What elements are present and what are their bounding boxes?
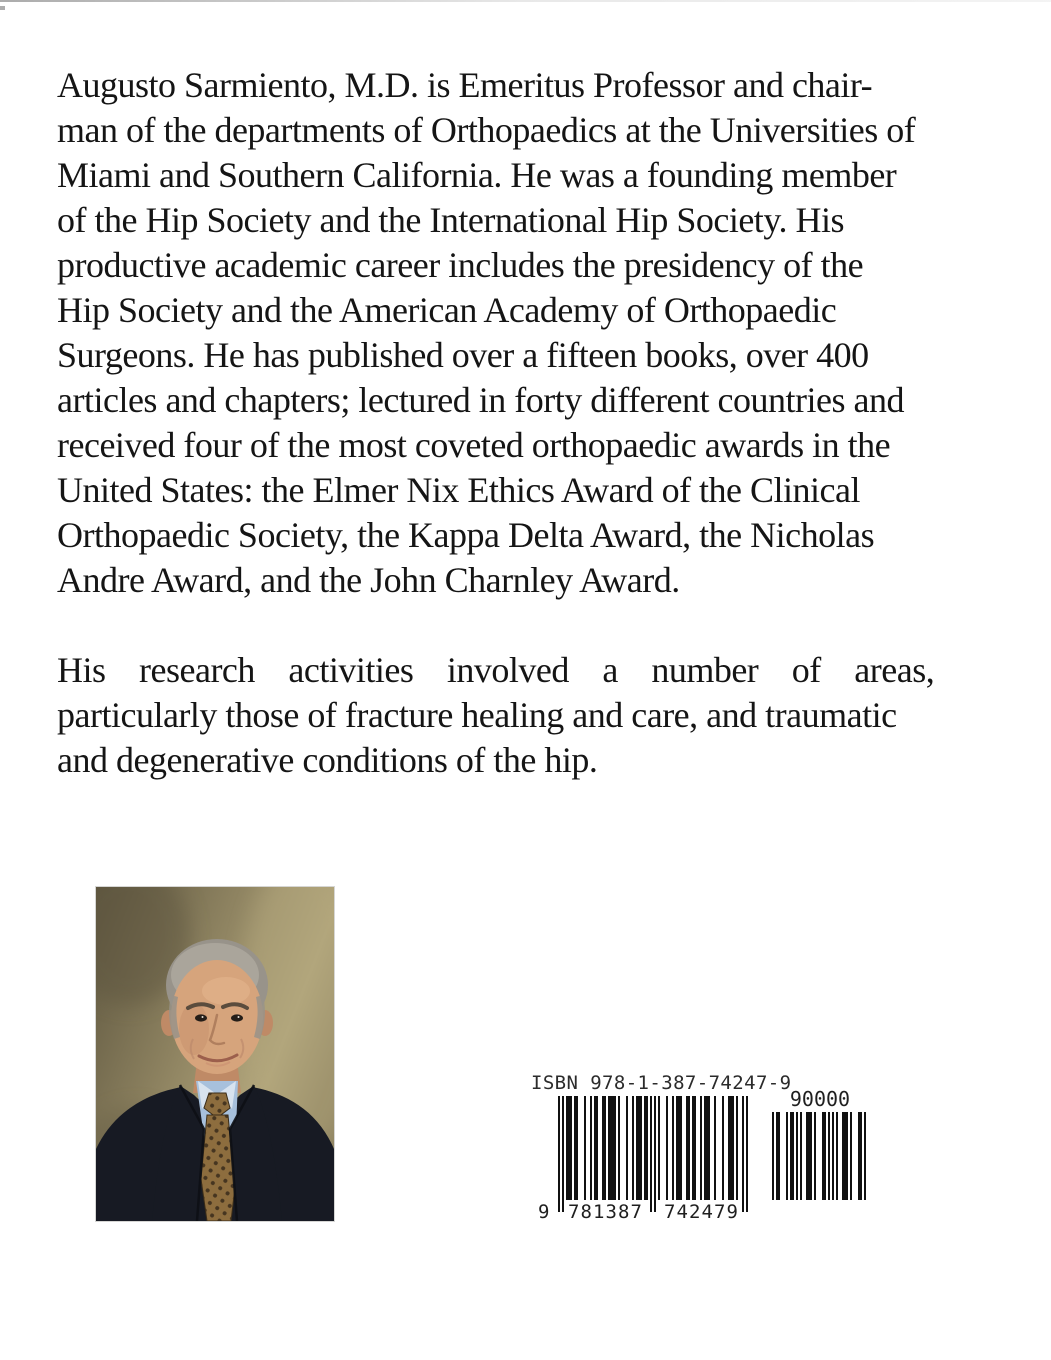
barcode-bar — [706, 1096, 708, 1200]
text-line: United States: the Elmer Nix Ethics Award of the Clinical — [57, 470, 861, 510]
ean5-addon-barcode — [770, 1090, 866, 1202]
barcode-bar — [864, 1112, 866, 1200]
barcode-bar — [644, 1096, 646, 1200]
text-line: Miami and Southern California. He was a founding member — [57, 155, 897, 195]
scan-speck-artifact — [0, 6, 5, 10]
barcode-bar — [596, 1096, 598, 1200]
eye-left — [195, 1014, 207, 1021]
barcode-bar — [814, 1112, 816, 1200]
barcode-bar — [730, 1096, 732, 1200]
barcode-bar — [732, 1096, 734, 1200]
barcode-bar — [636, 1096, 638, 1200]
biography-paragraph-2 — [57, 648, 997, 783]
barcode-bar — [614, 1096, 616, 1200]
text-line: particularly those of fracture healing and care, and traumatic — [57, 695, 897, 735]
barcode-bar — [700, 1096, 702, 1200]
barcode-bar — [570, 1096, 572, 1200]
eye-right — [231, 1014, 243, 1021]
ean13-left-digits: 781387 — [568, 1201, 642, 1222]
text-line: man of the departments of Orthopaedics at the Universities of — [57, 110, 916, 150]
barcode-bar — [728, 1096, 730, 1200]
barcode-bar — [842, 1112, 844, 1200]
barcode-bar — [778, 1112, 780, 1200]
barcode-bar — [562, 1096, 564, 1212]
barcode-bar — [686, 1096, 688, 1200]
barcode-bar — [612, 1096, 614, 1200]
barcode-bar — [742, 1096, 744, 1212]
barcode-bar — [800, 1112, 802, 1200]
barcode-bar — [632, 1096, 634, 1200]
barcode-bar — [722, 1096, 724, 1200]
barcode-bar — [584, 1096, 586, 1200]
ean13-barcode — [538, 1096, 748, 1222]
barcode-bar — [832, 1112, 834, 1200]
ean13-right-digits: 742479 — [664, 1201, 738, 1222]
text-line: productive academic career includes the presidency of the — [57, 245, 864, 285]
ean13-bars — [558, 1096, 748, 1212]
barcode-bar — [806, 1112, 808, 1200]
barcode-bar — [594, 1096, 596, 1200]
barcode-bar — [746, 1096, 748, 1212]
barcode-bar — [828, 1112, 830, 1200]
barcode-bar — [860, 1112, 862, 1200]
barcode-bar — [678, 1096, 680, 1200]
barcode-bar — [602, 1096, 604, 1200]
barcode-bar — [792, 1112, 794, 1200]
text-line: received four of the most coveted orthopaedic awards in the — [57, 425, 891, 465]
barcode-bar — [604, 1096, 606, 1200]
barcode-bar — [796, 1112, 798, 1200]
text-line: articles and chapters; lectured in forty different countries and — [57, 380, 904, 420]
barcode-bar — [694, 1096, 696, 1200]
text-line: Orthopaedic Society, the Kappa Delta Award, the Nicholas — [57, 515, 875, 555]
barcode-bar — [638, 1096, 640, 1200]
barcode-bar — [824, 1112, 826, 1200]
author-portrait-photo — [95, 886, 335, 1222]
barcode-bar — [640, 1096, 642, 1200]
ean13-lead-digit: 9 — [538, 1201, 550, 1222]
barcode-bar — [714, 1096, 716, 1200]
barcode-bar — [666, 1096, 668, 1200]
barcode-bar — [574, 1096, 576, 1200]
barcode-bar — [568, 1096, 570, 1200]
author-biography — [57, 63, 997, 783]
barcode-bar — [846, 1112, 848, 1200]
addon-bars — [772, 1112, 866, 1200]
barcode-bar — [680, 1096, 682, 1200]
biography-paragraph-1 — [57, 63, 997, 603]
barcode-bar — [626, 1096, 628, 1200]
barcode-bar — [790, 1112, 792, 1200]
isbn-label: ISBN 978-1-387-74247-9 — [531, 1072, 792, 1094]
barcode-bar — [608, 1096, 610, 1200]
barcode-bar — [650, 1096, 652, 1212]
barcode-bar — [610, 1096, 612, 1200]
barcode-bar — [672, 1096, 674, 1200]
barcode-bar — [736, 1096, 738, 1200]
barcode-bar — [772, 1112, 774, 1200]
barcode-bar — [844, 1112, 846, 1200]
barcode-bar — [836, 1112, 838, 1200]
barcode-bar — [676, 1096, 678, 1200]
barcode-bar — [688, 1096, 690, 1200]
barcode-bar — [704, 1096, 706, 1200]
barcode-bar — [576, 1096, 578, 1200]
barcode-bar — [810, 1112, 812, 1200]
text-line: Augusto Sarmiento, M.D. is Emeritus Professor and chair- — [57, 65, 873, 105]
barcode-bar — [590, 1096, 592, 1200]
barcode-bar — [566, 1096, 568, 1200]
text-line: Surgeons. He has published over a fifteen books, over 400 — [57, 335, 869, 375]
barcode-bar — [858, 1112, 860, 1200]
barcode-bar — [658, 1096, 660, 1200]
barcode-bar — [808, 1112, 810, 1200]
text-line: Andre Award, and the John Charnley Award. — [57, 560, 680, 600]
scan-edge-artifact — [0, 0, 1051, 2]
barcode-bar — [646, 1096, 648, 1200]
barcode-bar — [618, 1096, 620, 1200]
barcode-bar — [654, 1096, 656, 1212]
addon-label: 90000 — [789, 1090, 851, 1111]
barcode-bar — [558, 1096, 560, 1212]
text-line: and degenerative conditions of the hip. — [57, 740, 598, 780]
barcode-bar — [786, 1112, 788, 1200]
barcode-bar — [776, 1112, 778, 1200]
barcode-bar — [708, 1096, 710, 1200]
text-line: His research activities involved a number of areas, — [57, 650, 935, 690]
portrait-image — [96, 887, 334, 1221]
text-line: of the Hip Society and the International Hip Society. His — [57, 200, 844, 240]
text-line: Hip Society and the American Academy of Orthopaedic — [57, 290, 837, 330]
barcode-bar — [692, 1096, 694, 1200]
barcode-bar — [822, 1112, 824, 1200]
barcode-bar — [850, 1112, 852, 1200]
